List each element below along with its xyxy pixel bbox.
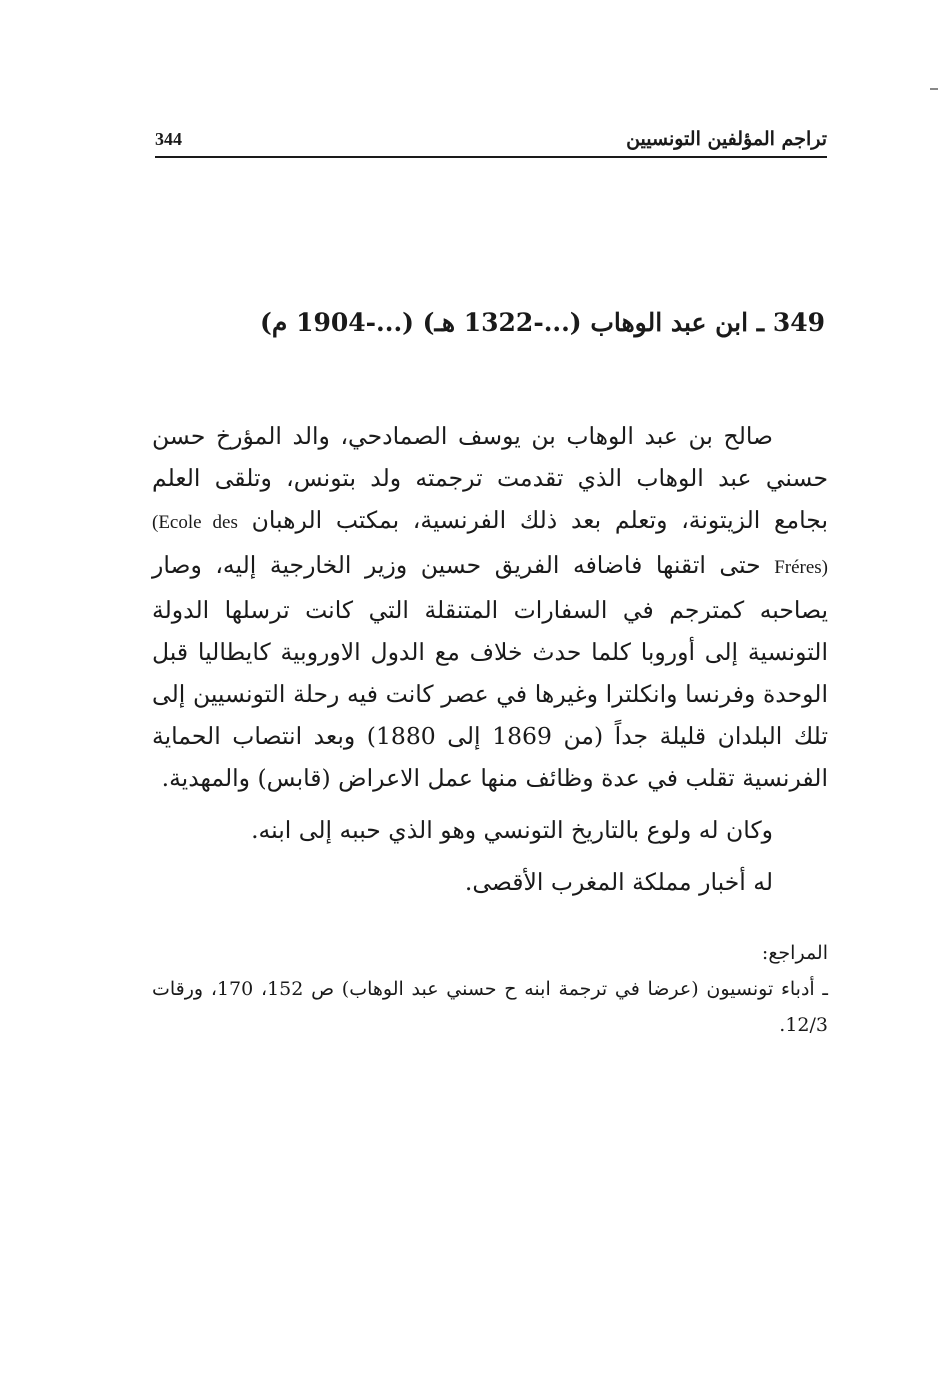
paragraph-1-latin-text: (Ecole des Fréres): [152, 512, 828, 578]
running-title: تراجم المؤلفين التونسيين: [626, 128, 827, 150]
references-section: [152, 935, 828, 1043]
page-header: [155, 118, 827, 158]
scan-mark: [930, 88, 938, 90]
body-paragraph-3: له أخبار مملكة المغرب الأقصى.: [464, 868, 773, 896]
body-paragraph-1: [152, 415, 828, 799]
reference-item: ـ أدباء تونسيون (عرضا في ترجمة ابنه ح حسني عبد الوهاب) ص 152، 170، ورقات 12/3.: [152, 978, 829, 1036]
paragraph-1-text-b: حتى اتقنها فاضافه الفريق حسين وزير الخارجية إليه، وصار يصاحبه كمترجم في السفارات المتنقلة التي كانت ترسلها الدولة التونسية إلى أوروبا كلما حدث خلاف مع الدول الاوروبية كايطاليا قبل الوحدة وفرنسا وانكلترا وغيرها في عصر كانت فيه رحلة التونسيين إلى تلك البلدان قليلة جداً (من 1869 إلى 1880) وبعد انتصاب الحماية الفرنسية تقلب في عدة وظائف منها عمل الاعراض (قابس) والمهدية.: [152, 551, 828, 792]
entry-body: [152, 415, 828, 903]
entry-title: 349 ـ ابن عبد الوهاب (...-1322 هـ) (...-1904 م): [260, 308, 825, 337]
page-number: 344: [155, 129, 182, 149]
body-paragraph-2: وكان له ولوع بالتاريخ التونسي وهو الذي حببه إلى ابنه.: [251, 816, 773, 844]
paragraph-1-text-a: صالح بن عبد الوهاب بن يوسف الصمادحي، والد المؤرخ حسن حسني عبد الوهاب الذي تقدمت ترجمته ولد بتونس، وتلقى العلم بجامع الزيتونة، وتعلم بعد ذلك الفرنسية، بمكتب الرهبان: [152, 422, 828, 534]
references-heading: المراجع:: [761, 942, 828, 964]
